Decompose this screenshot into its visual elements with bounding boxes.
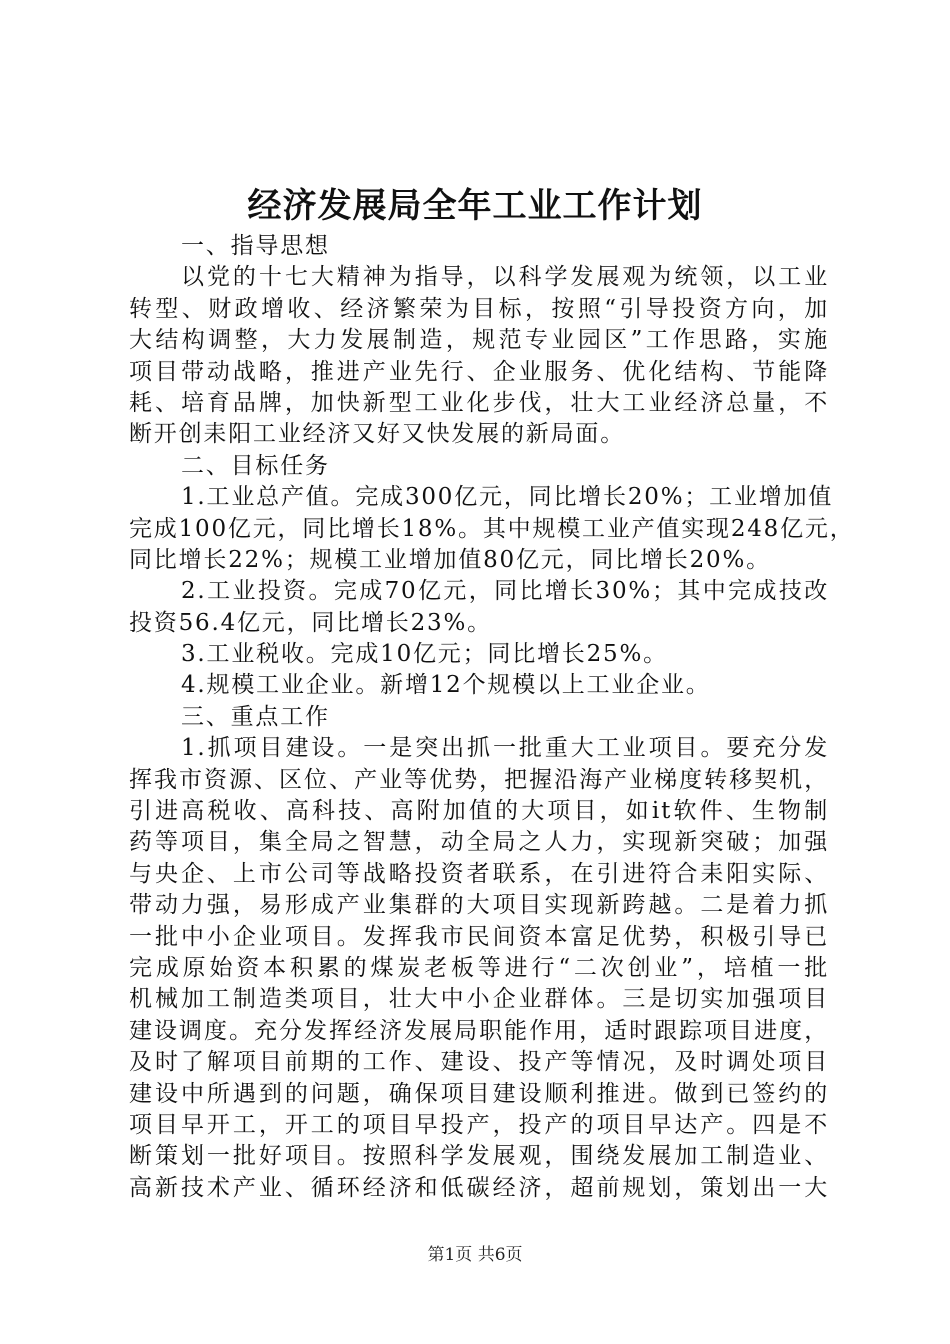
paragraph-line: 大结构调整，大力发展制造，规范专业园区”工作思路，实施 [129,327,829,354]
paragraph-line: 引进高税收、高科技、高附加值的大项目，如it软件、生物制 [129,798,829,825]
paragraph-line: 及时了解项目前期的工作、建设、投产等情况，及时调处项目 [129,1049,829,1076]
paragraph-line: 挥我市资源、区位、产业等优势，把握沿海产业梯度转移契机， [129,766,829,793]
paragraph-line: 完成原始资本积累的煤炭老板等进行“二次创业”，培植一批 [129,954,829,981]
paragraph-line: 以党的十七大精神为指导，以科学发展观为统领，以工业 [181,264,829,291]
paragraph-line: 建设中所遇到的问题，确保项目建设顺利推进。做到已签约的 [129,1080,829,1107]
paragraph-line: 与央企、上市公司等战略投资者联系，在引进符合耒阳实际、 [129,860,829,887]
paragraph-line: 3.工业税收。完成10亿元；同比增长25%。 [181,641,668,668]
paragraph-line: 2.工业投资。完成70亿元，同比增长30%；其中完成技改 [181,578,829,605]
paragraph-line: 转型、财政增收、经济繁荣为目标，按照“引导投资方向，加 [129,295,829,322]
paragraph-line: 同比增长22%；规模工业增加值80亿元，同比增长20%。 [129,546,771,573]
section-heading-key-work: 三、重点工作 [181,703,330,730]
paragraph-line: 完成100亿元，同比增长18%。其中规模工业产值实现248亿元， [129,515,855,542]
paragraph-line: 耗、培育品牌，加快新型工业化步伐，壮大工业经济总量，不 [129,389,829,416]
paragraph-line: 投资56.4亿元，同比增长23%。 [129,609,492,636]
paragraph-line: 1.工业总产值。完成300亿元，同比增长20%；工业增加值 [181,484,834,511]
paragraph-line: 带动力强，易形成产业集群的大项目实现新跨越。二是着力抓 [129,892,829,919]
document-body [129,231,855,1204]
paragraph-line: 机械加工制造类项目，壮大中小企业群体。三是切实加强项目 [129,986,829,1013]
document-title: 经济发展局全年工业工作计划 [247,186,703,226]
paragraph-line: 4.规模工业企业。新增12个规模以上工业企业。 [181,672,711,699]
paragraph-line: 一批中小企业项目。发挥我市民间资本富足优势，积极引导已 [129,923,829,950]
paragraph-line: 项目早开工，开工的项目早投产，投产的项目早达产。四是不 [129,1111,829,1138]
paragraph-line: 建设调度。充分发挥经济发展局职能作用，适时跟踪项目进度， [129,1017,829,1044]
paragraph-line: 断策划一批好项目。按照科学发展观，围绕发展加工制造业、 [129,1143,829,1170]
section-heading-goals: 二、目标任务 [181,452,330,479]
paragraph-line: 断开创耒阳工业经济又好又快发展的新局面。 [129,421,625,448]
section-heading-guiding-thought: 一、指导思想 [181,233,330,259]
paragraph-line: 1.抓项目建设。一是突出抓一批重大工业项目。要充分发 [181,735,829,762]
page-footer: 第1页 共6页 [427,1245,523,1265]
paragraph-line: 高新技术产业、循环经济和低碳经济，超前规划，策划出一大 [129,1174,829,1201]
paragraph-line: 项目带动战略，推进产业先行、企业服务、优化结构、节能降 [129,358,829,385]
paragraph-line: 药等项目，集全局之智慧，动全局之人力，实现新突破；加强 [129,829,829,856]
